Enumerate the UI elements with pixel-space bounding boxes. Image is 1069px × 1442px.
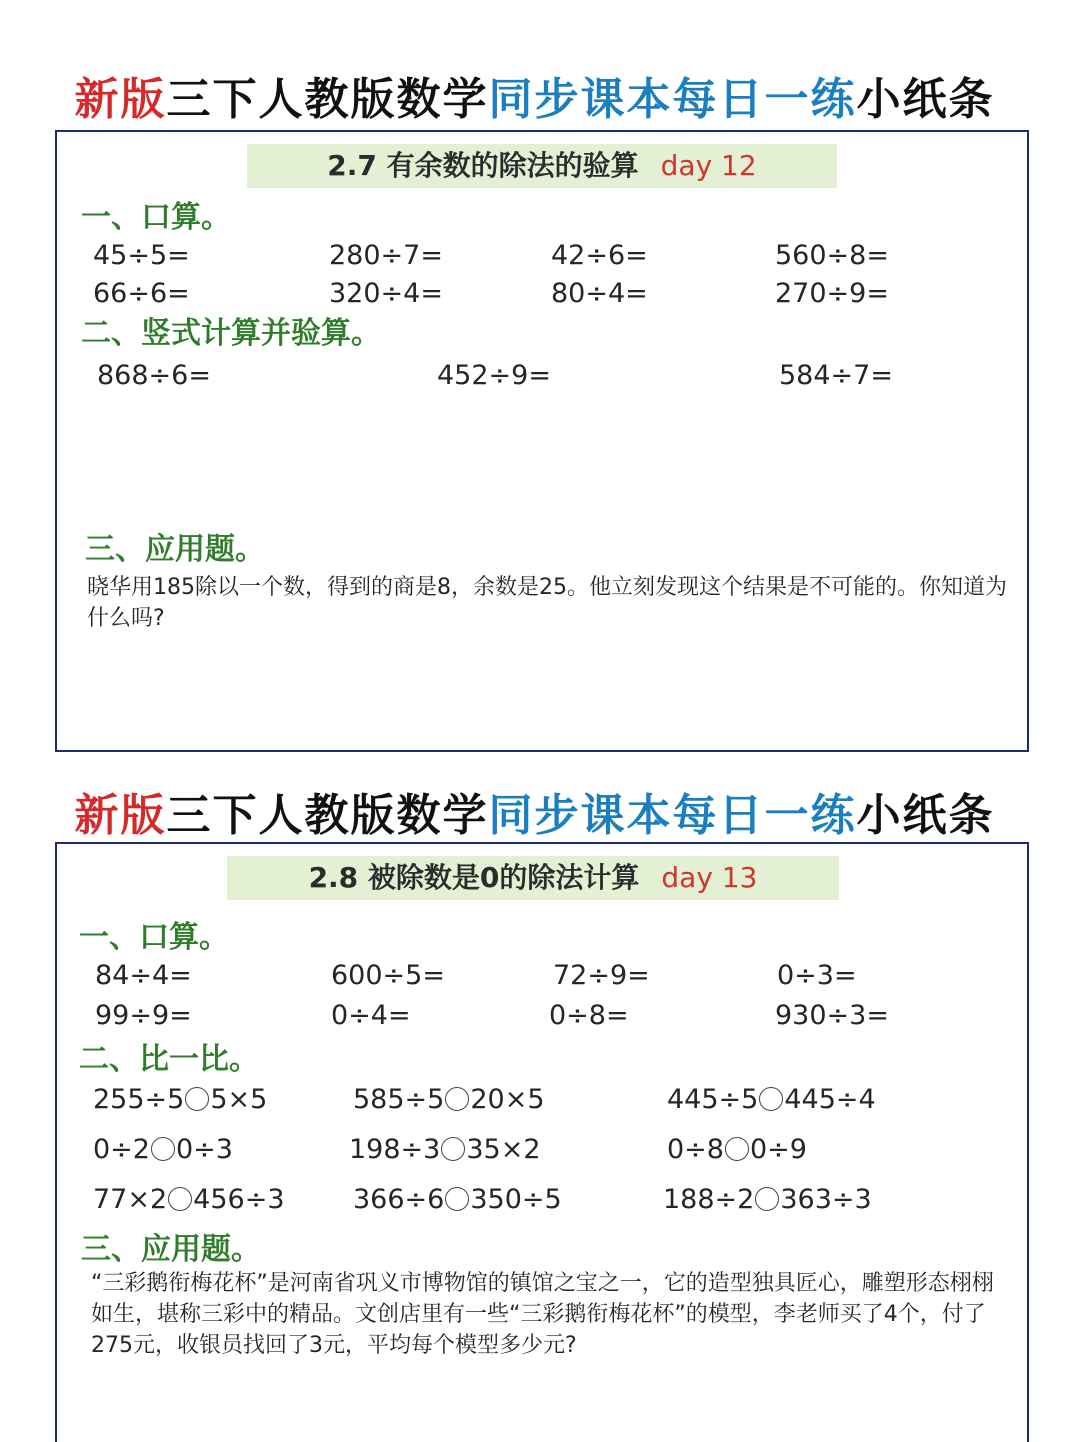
title-part-grade: 三下人教版数学 [166, 74, 489, 125]
compare-item [93, 1184, 285, 1216]
oral-item: 600÷5= [331, 960, 445, 991]
compare-blank-circle[interactable] [441, 1137, 465, 1161]
sheet1-lesson-banner [247, 144, 837, 188]
compare-blank-circle[interactable] [755, 1187, 779, 1211]
compare-right: 363÷3 [780, 1184, 872, 1215]
compare-item [353, 1084, 545, 1116]
oral-item: 42÷6= [551, 240, 648, 271]
oral-item: 99÷9= [95, 1000, 192, 1031]
oral-item: 72÷9= [553, 960, 650, 991]
compare-blank-circle[interactable] [445, 1187, 469, 1211]
oral-item: 0÷8= [549, 1000, 629, 1031]
oral-item: 84÷4= [95, 960, 192, 991]
sheet1-worksheet [55, 130, 1029, 752]
lesson-title: 2.8 被除数是0的除法计算 [308, 861, 640, 894]
word-problem-text: “三彩鹅衔梅花杯”是河南省巩义市博物馆的镇馆之宝之一，它的造型独具匠心，雕塑形态栩栩如生，堪称三彩中的精品。文创店里有一些“三彩鹅衔梅花杯”的模型，李老师买了4个，付了275元，收银员找回了3元，平均每个模型多少元? [91, 1271, 994, 1358]
compare-left: 366÷6 [353, 1184, 445, 1215]
compare-right: 20×5 [470, 1084, 545, 1115]
oral-item: 66÷6= [93, 278, 190, 309]
oral-item: 270÷9= [775, 278, 889, 309]
lesson-day: day 13 [661, 861, 758, 894]
lesson-title: 2.7 有余数的除法的验算 [327, 149, 639, 182]
oral-item: 45÷5= [93, 240, 190, 271]
compare-blank-circle[interactable] [445, 1087, 469, 1111]
sheet2-section-compare: 二、比一比。 [79, 1042, 259, 1077]
compare-left: 445÷5 [667, 1084, 759, 1115]
title-part-grade: 三下人教版数学 [166, 790, 489, 841]
compare-item [349, 1134, 541, 1166]
title-part-new: 新版 [74, 790, 167, 841]
sheet2-section-oral: 一、口算。 [79, 920, 229, 955]
compare-left: 255÷5 [93, 1084, 185, 1115]
title-part-daily: 同步课本每日一练 [488, 790, 857, 841]
oral-item: 80÷4= [551, 278, 648, 309]
compare-right: 5×5 [210, 1084, 268, 1115]
compare-item [663, 1184, 872, 1216]
compare-right: 456÷3 [193, 1184, 285, 1215]
oral-item: 0÷3= [777, 960, 857, 991]
lesson-day: day 12 [660, 149, 757, 182]
oral-item: 0÷4= [331, 1000, 411, 1031]
sheet2-section-word-problem: 三、应用题。 [81, 1232, 261, 1267]
compare-right: 0÷9 [749, 1134, 807, 1165]
sheet1-title [0, 70, 1069, 130]
oral-item: 320÷4= [329, 278, 443, 309]
compare-blank-circle[interactable] [151, 1137, 175, 1161]
word-problem-text: 晓华用185除以一个数，得到的商是8，余数是25。他立刻发现这个结果是不可能的。你知道为什么吗? [87, 575, 1007, 631]
title-part-daily: 同步课本每日一练 [488, 74, 857, 125]
title-part-note: 小纸条 [856, 74, 995, 125]
compare-item [353, 1184, 562, 1216]
sheet1-section-vertical: 二、竖式计算并验算。 [81, 316, 381, 351]
oral-item: 280÷7= [329, 240, 443, 271]
sheet1-section-oral: 一、口算。 [81, 200, 231, 235]
compare-right: 35×2 [466, 1134, 541, 1165]
compare-left: 585÷5 [353, 1084, 445, 1115]
compare-left: 0÷2 [93, 1134, 150, 1165]
sheet2-title [0, 786, 1069, 846]
vertical-item: 868÷6= [97, 360, 211, 391]
oral-item: 560÷8= [775, 240, 889, 271]
compare-left: 198÷3 [349, 1134, 441, 1165]
compare-blank-circle[interactable] [759, 1087, 783, 1111]
compare-item [93, 1084, 267, 1116]
sheet2-lesson-banner [227, 856, 839, 900]
sheet2-worksheet [55, 842, 1029, 1442]
vertical-item: 452÷9= [437, 360, 551, 391]
oral-item: 930÷3= [775, 1000, 889, 1031]
compare-left: 77×2 [93, 1184, 168, 1215]
sheet1-section-word-problem: 三、应用题。 [85, 532, 265, 567]
compare-item [667, 1134, 807, 1166]
compare-right: 445÷4 [784, 1084, 876, 1115]
compare-right: 0÷3 [175, 1134, 233, 1165]
compare-left: 188÷2 [663, 1184, 755, 1215]
compare-item [667, 1084, 876, 1116]
compare-item [93, 1134, 233, 1166]
compare-blank-circle[interactable] [725, 1137, 749, 1161]
compare-right: 350÷5 [470, 1184, 562, 1215]
title-part-note: 小纸条 [856, 790, 995, 841]
compare-blank-circle[interactable] [168, 1187, 192, 1211]
compare-left: 0÷8 [667, 1134, 724, 1165]
compare-blank-circle[interactable] [185, 1087, 209, 1111]
title-part-new: 新版 [74, 74, 167, 125]
vertical-item: 584÷7= [779, 360, 893, 391]
